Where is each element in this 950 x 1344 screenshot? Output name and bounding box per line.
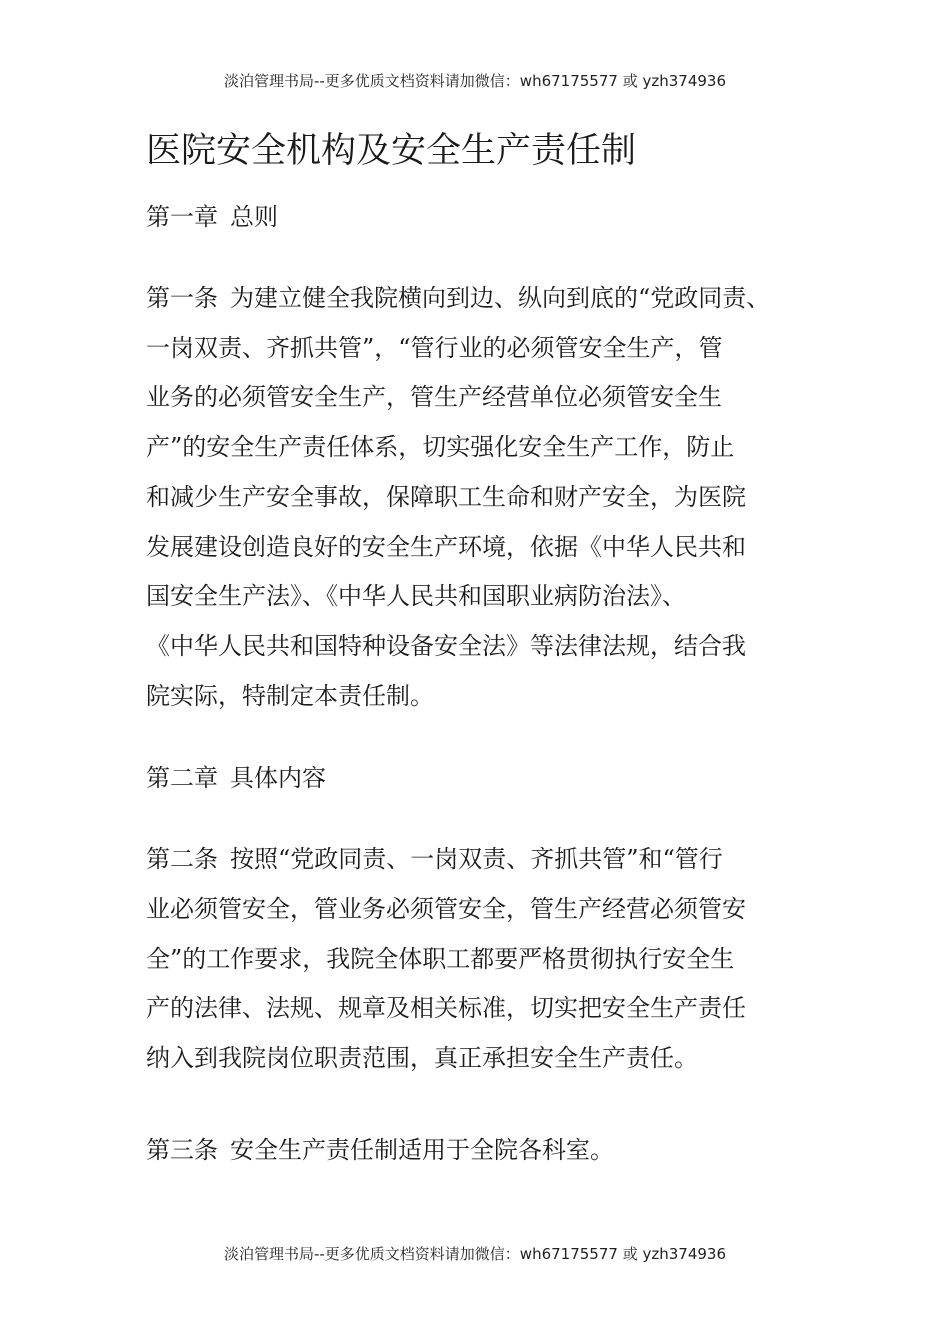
chapter-2-label: 第二章 (146, 764, 218, 793)
article-3-label: 第三条 (146, 1135, 218, 1164)
header-note: 淡泊管理书局--更多优质文档资料请加微信：wh67175577 或 yzh374936 (223, 72, 726, 90)
article-2-line: 纳入到我院岗位职责范围，真正承担安全生产责任。 (146, 1044, 698, 1073)
article-1-line: 院实际，特制定本责任制。 (146, 681, 434, 710)
article-3 (146, 1126, 826, 1176)
article-1-line: 《中华人民共和国特种设备安全法》等法律法规，结合我 (146, 631, 746, 660)
article-1-line: 产”的安全生产责任体系，切实强化安全生产工作，防止 (146, 433, 735, 462)
article-1-line: 国安全生产法》、《中华人民共和国职业病防治法》、 (146, 582, 686, 611)
article-2-line: 第二条 按照“党政同责、一岗双责、齐抓共管”和“管行 (146, 845, 723, 874)
article-1-line: 一岗双责、齐抓共管”，“管行业的必须管安全生产，管 (146, 333, 723, 362)
chapter-1-name: 总则 (230, 203, 278, 231)
article-1-line: 业务的必须管安全生产，管生产经营单位必须管安全生 (146, 383, 722, 412)
article-2-line: 产的法律、法规、规章及相关标准，切实把安全生产责任 (146, 994, 746, 1023)
document-body (146, 128, 826, 1218)
article-2-label: 第二条 (146, 845, 218, 874)
article-1-line: 第一条 为建立健全我院横向到边、纵向到底的“党政同责、 (146, 284, 771, 312)
article-3-line: 第三条 安全生产责任制适用于全院各科室。 (146, 1135, 614, 1164)
article-1-line: 发展建设创造良好的安全生产环境，依据《中华人民共和 (146, 532, 746, 561)
chapter-1-label: 第一章 (146, 203, 218, 231)
article-1-line: 和减少生产安全事故，保障职工生命和财产安全，为医院 (146, 482, 746, 511)
chapter-2-name: 具体内容 (230, 764, 326, 793)
chapter-1-heading (146, 202, 826, 232)
article-1-label: 第一条 (146, 284, 218, 312)
document-title: 医院安全机构及安全生产责任制 (146, 131, 637, 171)
article-2-line: 全”的工作要求，我院全体职工都要严格贯彻执行安全生 (146, 944, 735, 973)
article-2 (146, 835, 826, 1084)
footer-note: 淡泊管理书局--更多优质文档资料请加微信：wh67175577 或 yzh374936 (223, 1245, 726, 1263)
chapter-2-heading (146, 763, 826, 793)
article-2-line: 业必须管安全，管业务必须管安全，管生产经营必须管安 (146, 895, 746, 924)
article-1 (146, 274, 826, 721)
